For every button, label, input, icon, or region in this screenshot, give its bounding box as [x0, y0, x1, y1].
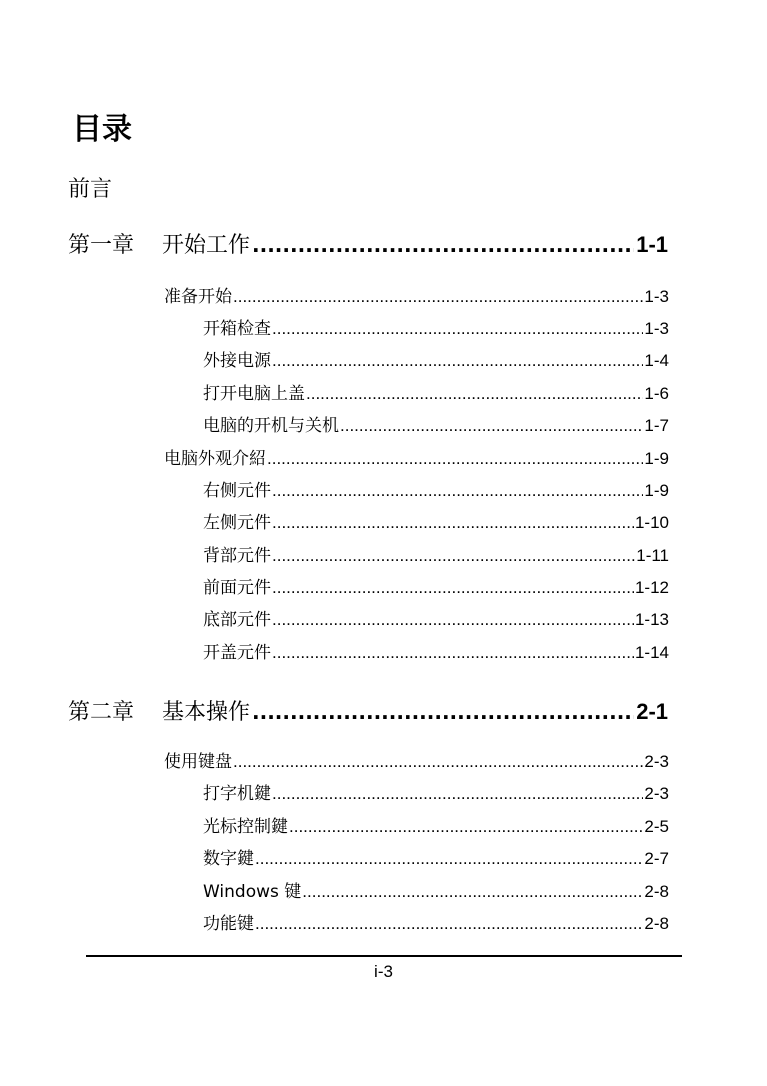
- entry-name: 使用键盘: [164, 752, 232, 772]
- entry-name: 开箱检查: [203, 319, 271, 339]
- chapter-page: 1-1: [636, 232, 668, 257]
- dot-leader: [302, 882, 643, 902]
- toc-preface[interactable]: 前言: [68, 177, 113, 202]
- toc-entry[interactable]: [203, 605, 669, 630]
- entry-page: 1-9: [644, 481, 669, 500]
- entry-page: 1-10: [634, 513, 669, 532]
- toc-entry[interactable]: [164, 282, 669, 307]
- dot-leader: [267, 449, 643, 469]
- dot-leader: [272, 481, 643, 501]
- toc-entry[interactable]: [203, 909, 669, 934]
- dot-leader: [255, 914, 643, 934]
- entry-name: 左侧元件: [203, 513, 271, 533]
- toc-entry[interactable]: [164, 444, 669, 469]
- dot-leader: [255, 849, 643, 869]
- toc-title: 目录: [72, 112, 132, 147]
- toc-entry[interactable]: [203, 346, 669, 371]
- entry-page: 1-9: [644, 449, 669, 468]
- toc-entry[interactable]: [203, 541, 669, 566]
- dot-leader: [252, 233, 634, 257]
- toc-entry[interactable]: [203, 877, 669, 902]
- entry-page: 1-7: [644, 416, 669, 435]
- entry-page: 1-4: [644, 351, 669, 370]
- dot-leader: [272, 578, 634, 598]
- toc-entry[interactable]: [203, 638, 669, 663]
- dot-leader: [272, 610, 634, 630]
- entry-page: 1-12: [634, 578, 669, 597]
- toc-entry[interactable]: [203, 508, 669, 533]
- dot-leader: [340, 416, 643, 436]
- dot-leader: [272, 319, 643, 339]
- toc-entry[interactable]: [203, 812, 669, 837]
- entry-name: 光标控制鍵: [203, 817, 288, 837]
- entry-name: 准备开始: [164, 287, 232, 307]
- toc-entry[interactable]: [203, 314, 669, 339]
- entry-page: 1-6: [644, 384, 669, 403]
- entry-page: 2-3: [644, 784, 669, 803]
- entry-name: 右侧元件: [203, 481, 271, 501]
- entry-page: 2-8: [644, 914, 669, 933]
- toc-entry[interactable]: [164, 747, 669, 772]
- dot-leader: [272, 351, 643, 371]
- entry-name: 前面元件: [203, 578, 271, 598]
- entry-name: 开盖元件: [203, 643, 271, 663]
- entry-page: 1-13: [634, 610, 669, 629]
- footer-rule: [86, 955, 682, 957]
- dot-leader: [233, 287, 643, 307]
- entry-name: 外接电源: [203, 351, 271, 371]
- toc-entry[interactable]: [203, 379, 669, 404]
- chapter-name: 基本操作: [162, 700, 251, 725]
- dot-leader: [272, 643, 634, 663]
- entry-name: 电脑的开机与关机: [203, 416, 339, 436]
- dot-leader: [289, 817, 643, 837]
- entry-page: 2-3: [644, 752, 669, 771]
- entry-page: 2-5: [644, 817, 669, 836]
- entry-name: 打开电脑上盖: [203, 384, 305, 404]
- entry-name: 数字鍵: [203, 849, 254, 869]
- entry-page: 1-3: [644, 287, 669, 306]
- footer-page-number: i-3: [374, 962, 393, 981]
- entry-name: 底部元件: [203, 610, 271, 630]
- entry-page: 1-11: [636, 546, 669, 565]
- dot-leader: [272, 546, 635, 566]
- chapter-name: 开始工作: [162, 233, 251, 258]
- dot-leader: [272, 784, 643, 804]
- entry-name: 打字机鍵: [203, 784, 271, 804]
- chapter-number: 第二章: [68, 700, 135, 725]
- entry-name: 电脑外观介紹: [164, 449, 266, 469]
- entry-page: 2-8: [644, 882, 669, 901]
- chapter-page: 2-1: [636, 699, 668, 724]
- entry-page: 1-3: [644, 319, 669, 338]
- toc-entry[interactable]: [203, 573, 669, 598]
- dot-leader: [252, 700, 634, 724]
- dot-leader: [233, 752, 643, 772]
- toc-entry[interactable]: [203, 411, 669, 436]
- toc-chapter-2[interactable]: [68, 695, 668, 726]
- toc-entry[interactable]: [203, 779, 669, 804]
- entry-page: 2-7: [644, 849, 669, 868]
- entry-page: 1-14: [634, 643, 669, 662]
- entry-name: 背部元件: [203, 546, 271, 566]
- entry-name: 功能键: [203, 914, 254, 934]
- dot-leader: [272, 513, 634, 533]
- toc-entry[interactable]: [203, 476, 669, 501]
- entry-name: Windows 键: [203, 882, 302, 902]
- toc-entry[interactable]: [203, 844, 669, 869]
- chapter-number: 第一章: [68, 233, 135, 258]
- toc-chapter-1[interactable]: [68, 228, 668, 259]
- dot-leader: [306, 384, 643, 404]
